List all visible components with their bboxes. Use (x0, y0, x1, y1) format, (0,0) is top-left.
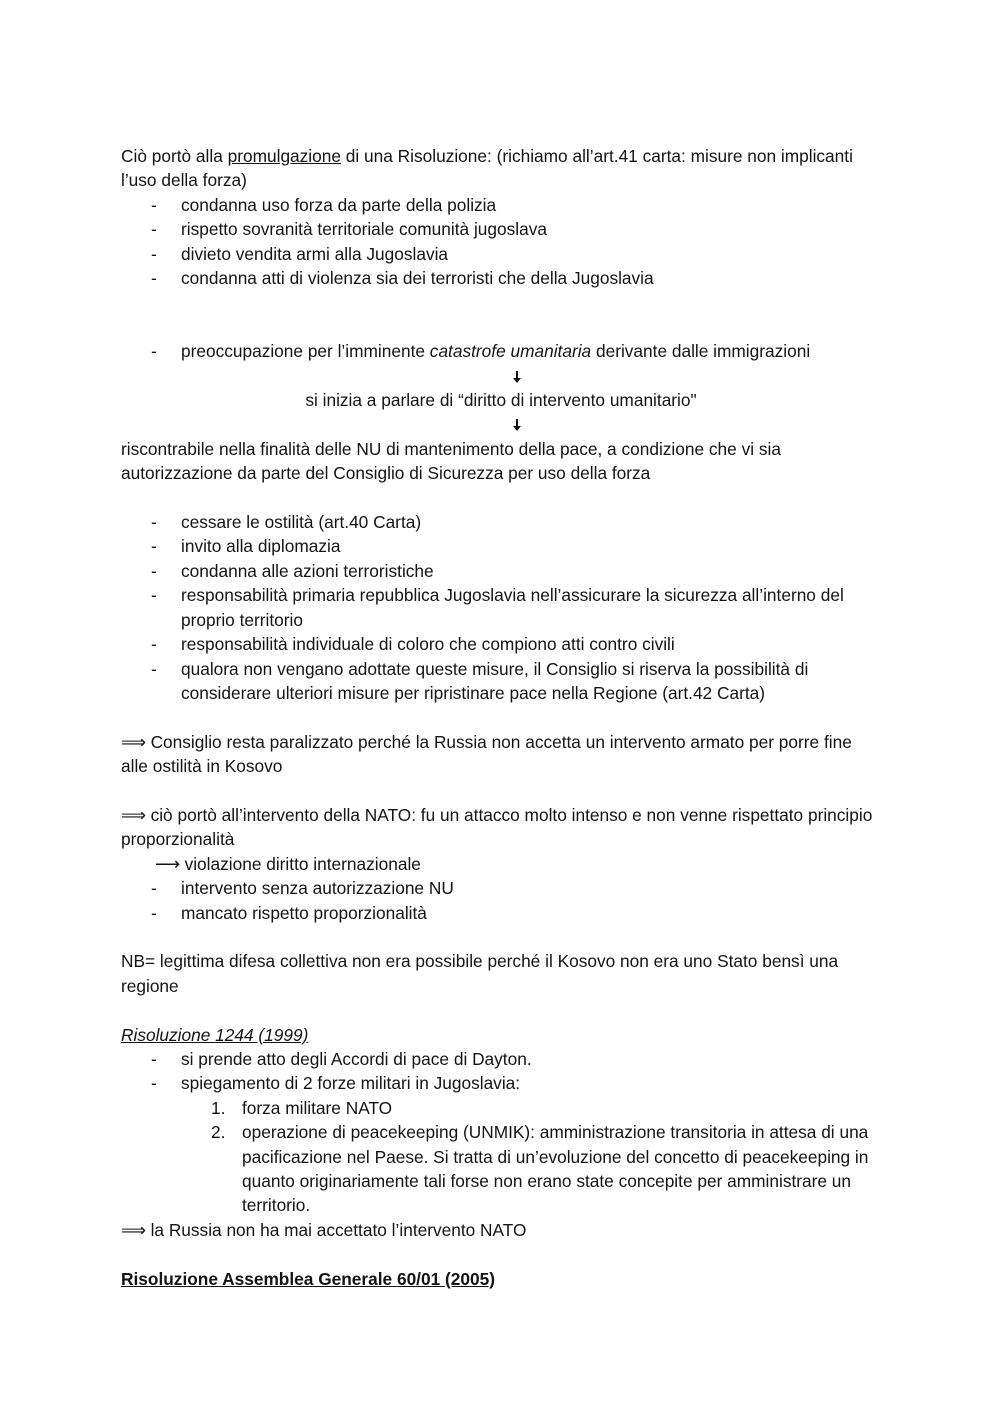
violazione-list (121, 876, 881, 925)
item-number: 2. (211, 1122, 226, 1143)
list-item-text: responsabilità individuale di coloro che compiono atti contro civili (181, 634, 675, 655)
preoccupazione-text-start: preoccupazione per l’imminente (181, 341, 430, 362)
numbered-item (121, 1120, 881, 1218)
diritto-line: si inizia a parlare di “diritto di intervento umanitario" (305, 390, 697, 411)
dash-bullet: - (151, 902, 157, 923)
ris1244-heading (121, 1023, 881, 1047)
list-item-text: mancato rispetto proporzionalità (181, 902, 427, 923)
numbered-item-text: operazione di peacekeeping (UNMIK): amministrazione transitoria in attesa di una pacificazione nel Paese. Si tratta di un’evoluzione del concetto di peacekeeping in quanto originariamente tali forse non erano state concepite per amministrare un territorio. (242, 1122, 869, 1216)
spacer (121, 925, 881, 949)
list-item (121, 1047, 881, 1071)
list-item (121, 534, 881, 558)
list-item-text: si prende atto degli Accordi di pace di Dayton. (181, 1048, 532, 1069)
intro-text-start: Ciò portò alla (121, 146, 228, 166)
down-arrow-row (121, 364, 881, 388)
down-arrow-icon (512, 364, 522, 388)
list-item (121, 217, 881, 241)
ris1244-title: Risoluzione 1244 (1999) (121, 1024, 309, 1045)
down-arrow-row (121, 412, 881, 436)
promulgazione-underlined: promulgazione (227, 146, 341, 166)
list-item-text: responsabilità primaria repubblica Jugoslavia nell’assicurare la sicurezza all’interno del proprio territorio (181, 585, 844, 630)
assemblea-heading (121, 1267, 881, 1291)
russia-paragraph: ⟹ la Russia non ha mai accettato l’intervento NATO (121, 1219, 527, 1240)
dash-bullet: - (151, 878, 157, 899)
list-item (121, 510, 881, 534)
list-item (121, 876, 881, 900)
resolution-points-list (121, 510, 881, 705)
list-item (121, 583, 881, 632)
nato-paragraph: ⟹ ciò portò all’intervento della NATO: fu un attacco molto intenso e non venne rispettato principio proporzionalità (121, 804, 873, 850)
dash-bullet: - (151, 512, 157, 533)
dash-bullet: - (151, 194, 157, 215)
riscontrabile-paragraph: riscontrabile nella finalità delle NU di mantenimento della pace, a condizione che vi sia autorizzazione da parte del Consiglio di Sicurezza per uso della forza (121, 438, 781, 484)
spacer (121, 998, 881, 1022)
list-item (121, 1071, 881, 1095)
list-item-text: qualora non vengano adottate queste misure, il Consiglio si riserva la possibilità di considerare ulteriori misure per ripristinare pace nella Regione (art.42 Carta) (181, 658, 809, 703)
dash-bullet: - (151, 268, 157, 289)
list-item-text: divieto vendita armi alla Jugoslavia (181, 243, 449, 264)
intro-text-end: di una Risoluzione: (richiamo all’art.41 carta: misure non implicanti l’uso della forza) (121, 146, 853, 191)
dash-bullet: - (151, 1048, 157, 1069)
ris1244-list (121, 1047, 881, 1096)
dash-bullet: - (151, 536, 157, 557)
preoccupazione-list (121, 339, 881, 363)
spacer (121, 1242, 881, 1266)
list-item-text: condanna alle azioni terroristiche (181, 560, 434, 581)
item-number: 1. (211, 1097, 226, 1118)
down-arrow-icon (512, 412, 522, 436)
dash-bullet: - (151, 243, 157, 264)
intro-paragraph (121, 144, 881, 193)
list-item (121, 657, 881, 706)
list-item (121, 266, 881, 290)
list-item-text: condanna uso forza da parte della polizia (181, 194, 497, 215)
preoccupazione-text-end: derivante dalle immigrazioni (591, 341, 811, 362)
list-item (121, 242, 881, 266)
dash-bullet: - (151, 634, 157, 655)
list-item (121, 339, 881, 363)
nb-paragraph: NB= legittima difesa collettiva non era possibile perché il Kosovo non era uno Stato bensì una regione (121, 951, 839, 996)
violazione-line: ⟶ violazione diritto internazionale (155, 853, 421, 874)
consiglio-paragraph: ⟹ Consiglio resta paralizzato perché la Russia non accetta un intervento armato per porre fine alle ostilità in Kosovo (121, 731, 852, 777)
assemblea-title: Risoluzione Assemblea Generale 60/01 (2005) (121, 1268, 495, 1289)
dash-bullet: - (151, 560, 157, 581)
spacer (121, 486, 881, 510)
list-item (121, 901, 881, 925)
measures-list (121, 193, 881, 291)
dash-bullet: - (151, 658, 157, 679)
dash-bullet: - (151, 341, 157, 362)
list-item-text: intervento senza autorizzazione NU (181, 878, 454, 899)
numbered-item-text: forza militare NATO (242, 1097, 393, 1118)
spacer (121, 290, 881, 339)
dash-bullet: - (151, 1073, 157, 1094)
list-item-text: invito alla diplomazia (181, 536, 341, 557)
forces-numbered-list (121, 1096, 881, 1218)
list-item-text: cessare le ostilità (art.40 Carta) (181, 512, 422, 533)
catastrofe-italic: catastrofe umanitaria (429, 341, 592, 362)
list-item-text: spiegamento di 2 forze militari in Jugoslavia: (181, 1073, 521, 1094)
dash-bullet: - (151, 219, 157, 240)
dash-bullet: - (151, 585, 157, 606)
list-item (121, 559, 881, 583)
document-page (121, 144, 881, 1291)
list-item (121, 632, 881, 656)
numbered-item (121, 1096, 881, 1120)
list-item-text: rispetto sovranità territoriale comunità jugoslava (181, 219, 547, 240)
spacer (121, 779, 881, 803)
list-item (121, 193, 881, 217)
list-item-text: condanna atti di violenza sia dei terroristi che della Jugoslavia (181, 268, 654, 289)
spacer (121, 705, 881, 729)
